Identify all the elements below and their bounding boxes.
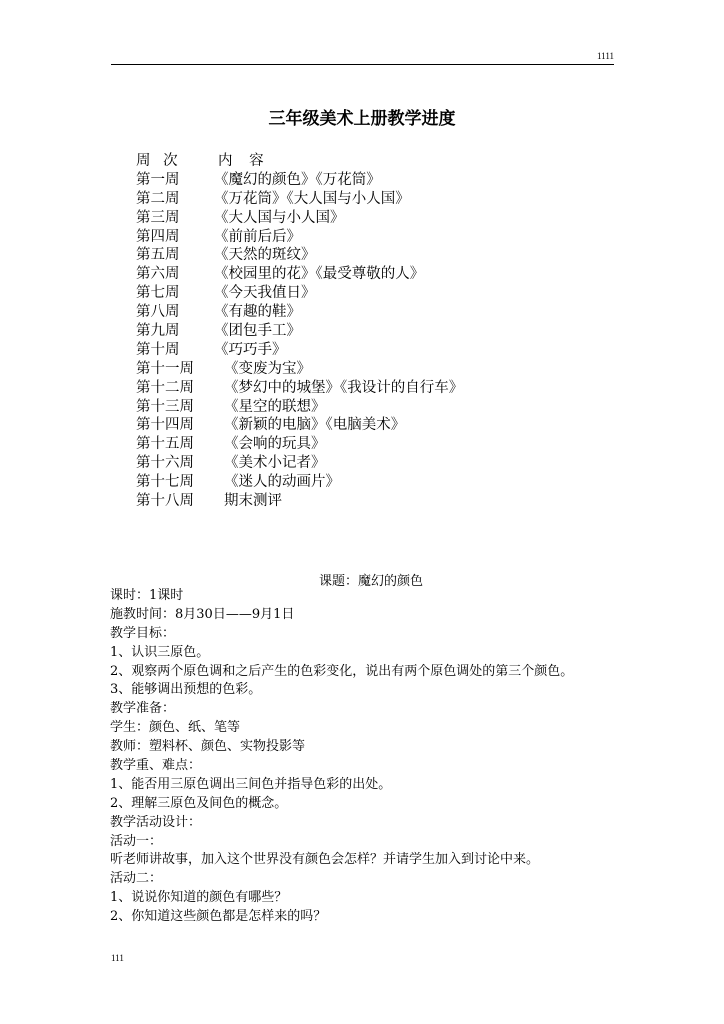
- schedule-week: 第八周: [136, 304, 180, 321]
- lesson-body: [110, 587, 670, 927]
- schedule-content: 《有趣的鞋》: [214, 304, 301, 321]
- schedule-content: 《会响的玩具》: [224, 436, 326, 453]
- lesson-line: 教学活动设计：: [110, 814, 202, 830]
- lesson-line: 2、理解三原色及间色的概念。: [110, 795, 288, 811]
- schedule-week: 第十三周: [136, 398, 194, 415]
- schedule-content: 《变废为宝》: [224, 360, 311, 377]
- schedule-row: [136, 492, 463, 511]
- schedule-row: [136, 416, 463, 435]
- schedule-row: [136, 454, 463, 473]
- schedule-content: 《巧巧手》: [214, 341, 287, 358]
- schedule-row: [136, 246, 463, 265]
- schedule-week: 第十一周: [136, 360, 194, 377]
- schedule-row: [136, 398, 463, 417]
- schedule-week: 第十八周: [136, 493, 194, 510]
- schedule-week: 第九周: [136, 323, 180, 340]
- schedule-row: [136, 322, 463, 341]
- schedule-row: [136, 341, 463, 360]
- lesson-line: 教学重、难点：: [110, 758, 202, 774]
- schedule-week: 第十六周: [136, 455, 194, 472]
- schedule-content: 《魔幻的颜色》《万花筒》: [214, 171, 381, 188]
- schedule-week: 第十七周: [136, 474, 194, 491]
- schedule-content: 《新颖的电脑》《电脑美术》: [224, 417, 406, 434]
- schedule-content: 《大人国与小人国》: [214, 209, 345, 226]
- column-header-week: 周 次: [136, 153, 182, 169]
- schedule-row: [136, 265, 463, 284]
- lesson-line: 教学目标：: [110, 625, 176, 641]
- schedule-content: 《今天我值日》: [214, 285, 316, 302]
- schedule-content: 《团包手工》: [214, 323, 301, 340]
- schedule-week: 第十四周: [136, 417, 194, 434]
- lesson-line: 教学准备：: [110, 701, 176, 717]
- schedule-row: [136, 303, 463, 322]
- schedule-week: 第五周: [136, 247, 180, 264]
- schedule-week: 第三周: [136, 209, 180, 226]
- schedule-row: [136, 190, 463, 209]
- header-page-label: 1111: [597, 51, 614, 61]
- schedule-week: 第一周: [136, 171, 180, 188]
- lesson-line: 活动二：: [110, 871, 163, 887]
- schedule-row: [136, 284, 463, 303]
- lesson-line: 教师：塑料杯、颜色、实物投影等: [110, 739, 306, 755]
- schedule-content: 期末测评: [224, 493, 282, 510]
- schedule-content: 《万花筒》《大人国与小人国》: [214, 190, 410, 207]
- schedule-rows: [136, 171, 463, 511]
- header-rule: [111, 64, 614, 65]
- schedule-content: 《梦幻中的城堡》《我设计的自行车》: [224, 379, 464, 396]
- document-title: 三年级美术上册教学进度: [268, 109, 456, 129]
- schedule-header: [136, 152, 463, 171]
- schedule-row: [136, 435, 463, 454]
- lesson-title: 课题：魔幻的颜色: [318, 574, 423, 589]
- lesson-line: 施教时间：8月30日——9月1日: [110, 606, 295, 622]
- schedule-content: 《校园里的花》《最受尊敬的人》: [214, 266, 425, 283]
- lesson-line: 1、认识三原色。: [110, 644, 210, 660]
- schedule-week: 第七周: [136, 285, 180, 302]
- schedule-content: 《前前后后》: [214, 228, 301, 245]
- schedule-row: [136, 209, 463, 228]
- schedule-content: 《星空的联想》: [224, 398, 326, 415]
- schedule-week: 第六周: [136, 266, 180, 283]
- lesson-line: 活动一：: [110, 833, 163, 849]
- lesson-line: 3、能够调出预想的色彩。: [110, 682, 262, 698]
- schedule-week: 第十二周: [136, 379, 194, 396]
- schedule-week: 第十五周: [136, 436, 194, 453]
- schedule-week: 第十周: [136, 341, 180, 358]
- schedule-row: [136, 379, 463, 398]
- schedule-row: [136, 473, 463, 492]
- schedule-content: 《天然的斑纹》: [214, 247, 316, 264]
- schedule-week: 第四周: [136, 228, 180, 245]
- schedule-content: 《美术小记者》: [224, 455, 326, 472]
- lesson-line: 学生：颜色、纸、笔等: [110, 720, 241, 736]
- lesson-line: 2、观察两个原色调和之后产生的色彩变化，说出有两个原色调处的第三个颜色。: [110, 663, 574, 679]
- schedule-week: 第二周: [136, 190, 180, 207]
- lesson-line: 1、能否用三原色调出三间色并指导色彩的出处。: [110, 776, 392, 792]
- schedule-row: [136, 360, 463, 379]
- lesson-line: 1、说说你知道的颜色有哪些？: [110, 890, 288, 906]
- lesson-line: 课时：1课时: [110, 588, 184, 603]
- schedule-row: [136, 228, 463, 247]
- lesson-line: 2、你知道这些颜色都是怎样来的吗？: [110, 909, 327, 925]
- schedule-content: 《迷人的动画片》: [224, 474, 340, 491]
- column-header-content: 内 容: [218, 153, 270, 169]
- schedule-row: [136, 171, 463, 190]
- schedule-table: [136, 152, 463, 511]
- footer-page-label: 111: [111, 953, 124, 963]
- lesson-line: 听老师讲故事，加入这个世界没有颜色会怎样？并请学生加入到讨论中来。: [110, 852, 540, 868]
